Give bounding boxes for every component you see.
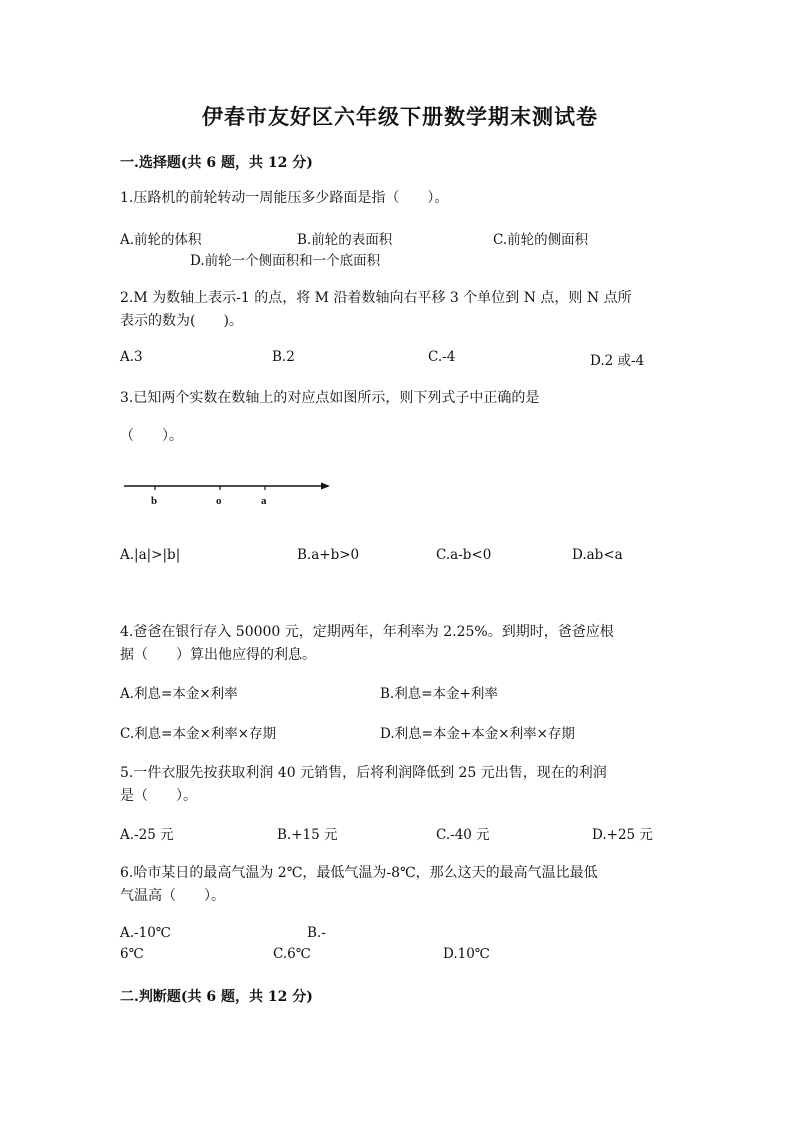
label-o: o <box>216 495 222 507</box>
q2-option-a: A.3 <box>120 349 143 365</box>
q4-option-c: C.利息=本金×利率×存期 <box>120 726 277 742</box>
question-5-stem-line2: 是（ ）。 <box>120 788 197 804</box>
page-title: 伊春市友好区六年级下册数学期末测试卷 <box>202 104 598 129</box>
question-1-stem: 1.压路机的前轮转动一周能压多少路面是指（ ）。 <box>120 190 449 206</box>
q4-option-d: D.利息=本金+本金×利率×存期 <box>380 726 575 742</box>
question-4-stem-line1: 4.爸爸在银行存入 50000 元，定期两年，年利率为 2.25%。到期时，爸爸应根 <box>120 624 614 640</box>
q1-option-d: D.前轮一个侧面积和一个底面积 <box>190 253 381 269</box>
q3-option-c: C.a-b<0 <box>436 547 492 563</box>
q3-option-d: D.ab<a <box>572 547 623 563</box>
question-4-stem-line2: 据（ ）算出他应得的利息。 <box>120 647 316 663</box>
question-3-stem-line1: 3.已知两个实数在数轴上的对应点如图所示，则下列式子中正确的是 <box>120 390 540 406</box>
q6-option-c: C.6℃ <box>273 946 311 962</box>
question-6-stem-line1: 6.哈市某日的最高气温为 2℃，最低气温为-8℃，那么这天的最高气温比最低 <box>120 865 598 881</box>
section-heading-judgement: 二.判断题(共 6 题，共 12 分) <box>120 989 313 1005</box>
number-line-figure <box>120 474 335 510</box>
q4-option-a: A.利息=本金×利率 <box>120 686 238 702</box>
q6-option-d: D.10℃ <box>443 946 490 962</box>
q5-option-c: C.-40 元 <box>436 827 490 843</box>
q2-option-c: C.-4 <box>428 349 456 365</box>
q6-option-b-continued: 6℃ <box>120 946 144 962</box>
q3-option-b: B.a+b>0 <box>297 547 360 563</box>
question-6-stem-line2: 气温高（ ）。 <box>120 888 225 904</box>
q3-option-a: A.|a|>|b| <box>120 547 181 563</box>
q1-option-b: B.前轮的表面积 <box>297 232 393 248</box>
label-b: b <box>151 495 158 507</box>
question-2-stem-line2: 表示的数为( )。 <box>120 313 243 329</box>
question-3-stem-line2: （ ）。 <box>120 428 183 444</box>
number-line-arrow-icon <box>321 483 330 490</box>
label-a: a <box>261 495 267 507</box>
q5-option-b: B.+15 元 <box>277 827 338 843</box>
q6-option-a: A.-10℃ <box>120 925 171 941</box>
section-heading-choice: 一.选择题(共 6 题，共 12 分) <box>120 155 313 171</box>
q5-option-a: A.-25 元 <box>120 827 174 843</box>
q5-option-d: D.+25 元 <box>592 827 653 843</box>
question-2-stem-line1: 2.M 为数轴上表示-1 的点，将 M 沿着数轴向右平移 3 个单位到 N 点，则 N 点所 <box>120 290 632 306</box>
q4-option-b: B.利息=本金+利率 <box>380 686 498 702</box>
q2-option-d: D.2 或-4 <box>590 353 645 369</box>
q6-option-b: B.- <box>307 925 326 941</box>
q2-option-b: B.2 <box>272 349 295 365</box>
q1-option-a: A.前轮的体积 <box>120 232 202 248</box>
q1-option-c: C.前轮的侧面积 <box>493 232 589 248</box>
question-5-stem-line1: 5.一件衣服先按获取利润 40 元销售，后将利润降低到 25 元出售，现在的利润 <box>120 765 607 781</box>
